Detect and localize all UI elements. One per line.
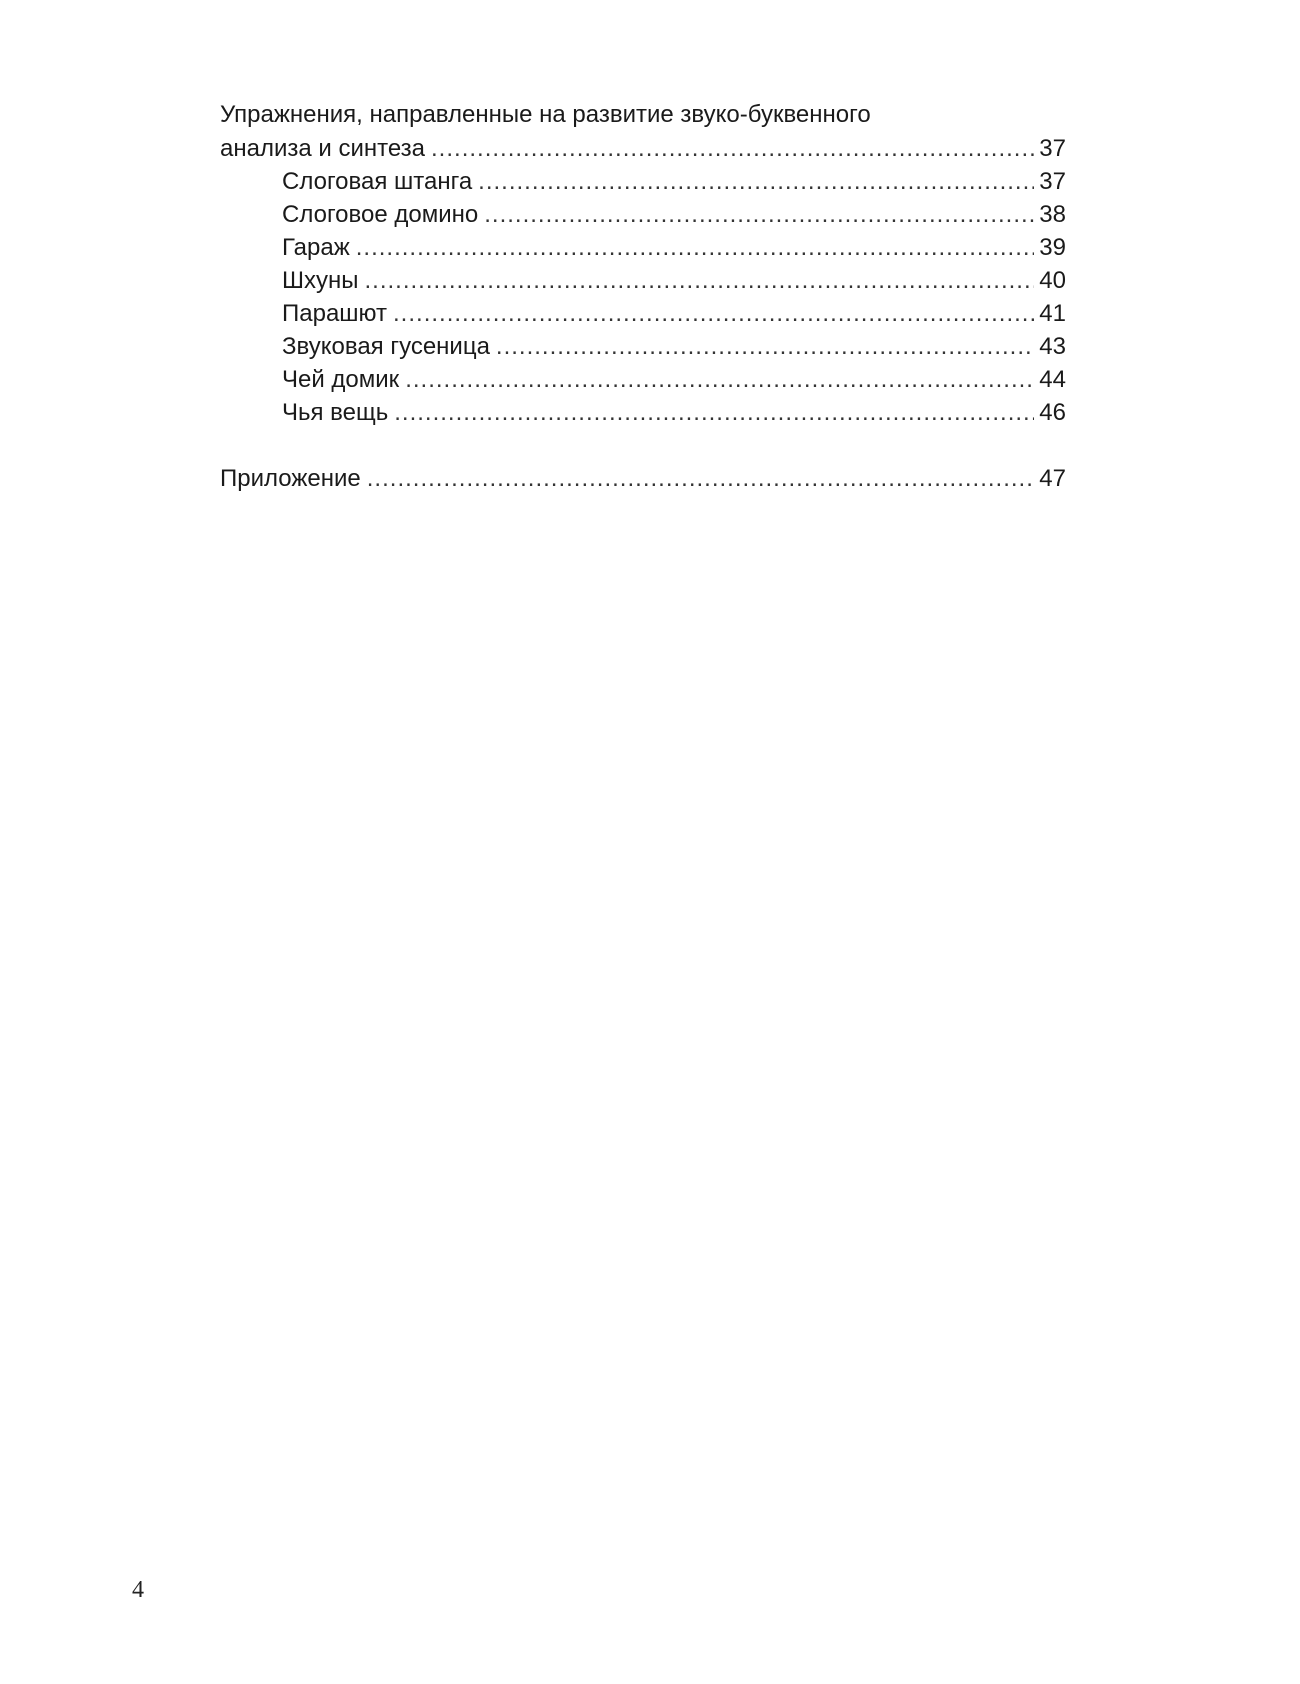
toc-page-number: 37 [1039,168,1066,195]
toc-dot-leader [484,198,1034,231]
toc-dot-leader [496,330,1034,363]
toc-dot-leader [394,396,1034,429]
toc-dot-leader [431,132,1034,165]
toc-item [220,297,1066,330]
toc-section-title-line1: Упражнения, направленные на развитие звуко-буквенного [220,101,871,128]
toc-item [220,330,1066,363]
toc-item [220,165,1066,198]
toc-page-number: 37 [1039,135,1066,162]
toc-page-number: 47 [1039,465,1066,492]
toc-item [220,264,1066,297]
toc-page-number: 40 [1039,267,1066,294]
toc-item-title: Гараж [282,234,350,261]
page-number: 4 [132,1577,144,1603]
toc-page-number: 39 [1039,234,1066,261]
toc-dot-leader [367,462,1034,495]
toc-item [220,396,1066,429]
toc-item-title: Шхуны [282,267,359,294]
toc-dot-leader [478,165,1034,198]
toc-dot-leader [365,264,1035,297]
toc-page-number: 38 [1039,201,1066,228]
toc-page-number: 44 [1039,366,1066,393]
toc-dot-leader [393,297,1034,330]
toc-dot-leader [356,231,1034,264]
toc-item-title: Слоговая штанга [282,168,473,195]
toc-dot-leader [405,363,1034,396]
toc-appendix-row [220,462,1066,495]
toc-item-title: Чья вещь [282,399,389,426]
table-of-contents [220,98,1066,495]
toc-item-title: Парашют [282,300,388,327]
toc-page-number: 46 [1039,399,1066,426]
toc-item-title: Слоговое домино [282,201,479,228]
toc-item [220,231,1066,264]
toc-page-number: 43 [1039,333,1066,360]
toc-item-title: Чей домик [282,366,400,393]
toc-item [220,198,1066,231]
toc-appendix-title: Приложение [220,465,361,492]
toc-section-row [220,132,1066,165]
toc-item-title: Звуковая гусеница [282,333,490,360]
toc-section-title-line2: анализа и синтеза [220,135,426,162]
toc-page-number: 41 [1039,300,1066,327]
toc-item [220,363,1066,396]
